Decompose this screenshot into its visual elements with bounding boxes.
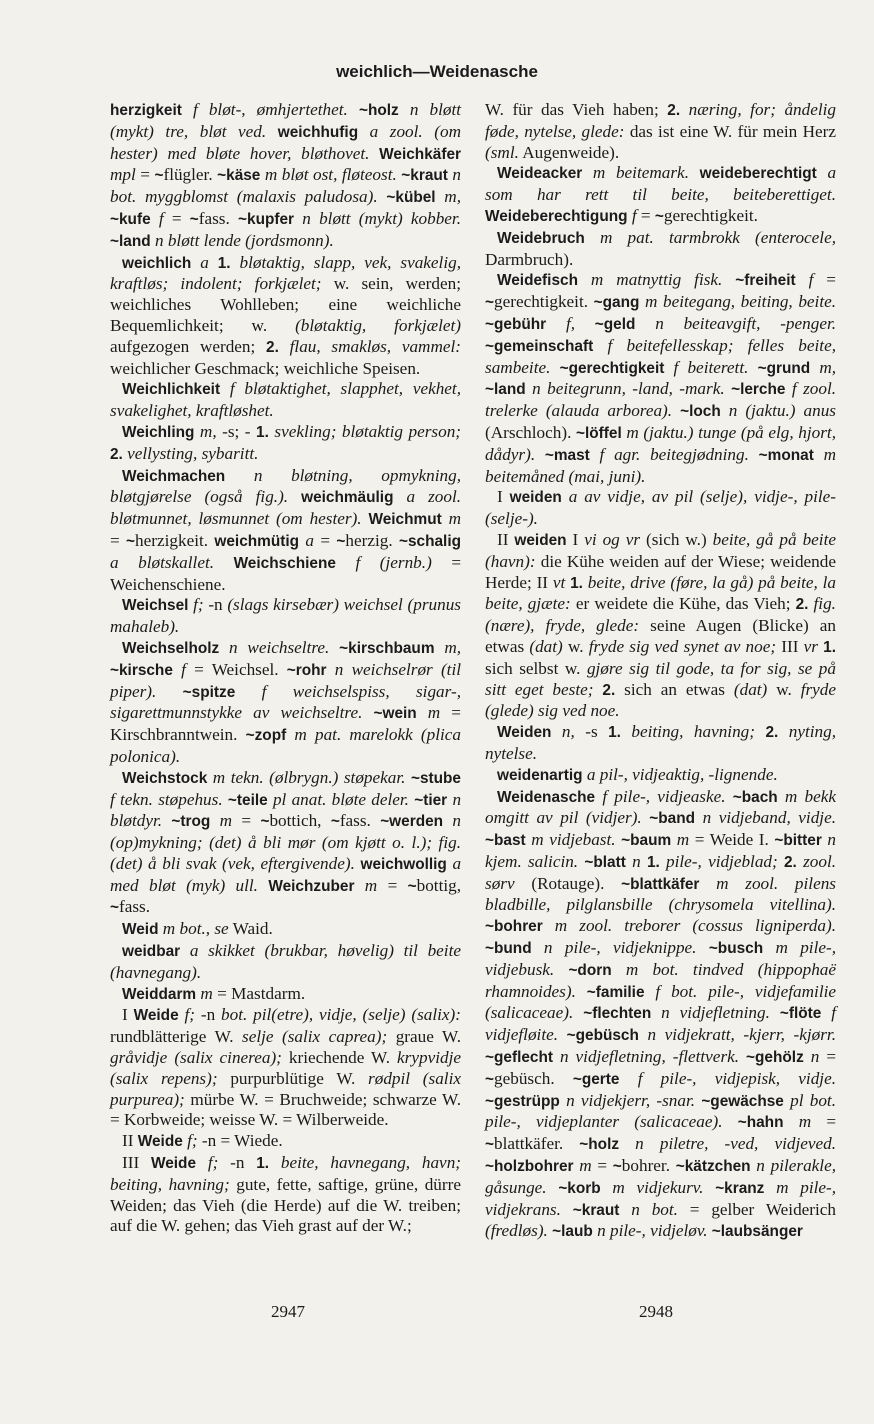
entry-weidebruch: Weidebruch m pat. tarmbrokk (enterocele, Darmbruch).: [485, 227, 837, 269]
entry-weideacker: Weideacker m beitemark. weideberechtigt a som har rett til beite, beiteberettiget. Weideberechtigung f = ~gerechtigkeit.: [485, 163, 837, 225]
entry-weidenasche: Weidenasche f pile-, vidjeaske. ~bach m bekk omgitt av pil (vidjer). ~band n vidjeband, vidje. ~bast m vidjebast. ~baum m = Weide I. ~bitter n kjem. salicin. ~blatt n 1. pile-, vidjeblad; 2. zool. sørv (Rotauge). ~blattkäfer m zool. pilens bladbille, pilglansbille (chrysomela vitellina). ~bohrer m zool. treborer (cossus ligniperda). ~bund n pile-, vidjeknippe. ~busch m pile-, vidjebusk. ~dorn m bot. tindved (hippophaë rhamnoides). ~familie f bot. pile-, vidjefamilie (salicaceae). ~flechten n vidjefletning. ~flöte f vidjefløite. ~gebüsch n vidjekratt, -kjerr, -kjørr. ~geflecht n vidjefletning, -flettverk. ~gehölz n = ~gebüsch. ~gerte f pile-, vidjepisk, vidje. ~gestrüpp n vidjekjerr, -snar. ~gewächse pl bot. pile-, vidjeplanter (salicaceae). ~hahn m = ~blattkäfer. ~holz n piletre, -ved, vidjeved. ~holzbohrer m = ~bohrer. ~kätzchen n pilerakle, gåsunge. ~korb m vidjekurv. ~kranz m pile-, vidjekrans. ~kraut n bot. = gelber Weiderich (fredløs). ~laub n pile-, vidjeløv. ~laubsänger: [485, 786, 837, 1241]
right-column: [485, 100, 836, 1243]
entry-weichling: Weichling m, -s; - 1. svekling; bløtaktig person; 2. vellysting, sybaritt.: [110, 421, 462, 463]
entry-weichstock: Weichstock m tekn. (ølbrygn.) støpekar. ~stube f tekn. støpehus. ~teile pl anat. bløte deler. ~tier n bløtdyr. ~trog m = ~bottich, ~fass. ~werden n (op)mykning; (det) å bli mør (om kjøtt o. l.); fig. (det) å bli svak (vek, eftergivende). weichwollig a med bløt (myk) ull. Weichzuber m = ~bottig, ~fass.: [110, 767, 462, 917]
entry-weide-2: II Weide f; -n = Wiede.: [122, 1131, 283, 1151]
entry-herzigkeit: herzigkeit f bløt-, ømhjertethet. ~holz n bløtt (mykt) tre, bløt ved. weichhufig a zool. (om hester) med bløte hover, bløthovet. Weichkäfer mpl = ~flügler. ~käse m bløt ost, fløteost. ~kraut n bot. myggblomst (malaxis paludosa). ~kübel m, ~kufe f = ~fass. ~kupfer n bløtt (mykt) kobber. ~land n bløtt lende (jordsmonn).: [110, 100, 462, 250]
entry-weichselholz: Weichselholz n weichseltre. ~kirschbaum m, ~kirsche f = Weichsel. ~rohr n weichselrør (til piper). ~spitze f weichselspiss, sigar-, sigarettmunnstykke av weichseltre. ~wein m = Kirschbranntwein. ~zopf m pat. marelokk (plica polonica).: [110, 637, 462, 766]
entry-weidbar: weidbar a skikket (brukbar, høvelig) til beite (havnegang).: [110, 941, 461, 982]
page-number-left: 2947: [271, 1302, 305, 1321]
entry-weidefisch: Weidefisch m matnyttig fisk. ~freiheit f = ~gerechtigkeit. ~gang m beitegang, beiting, beite. ~gebühr f, ~geld n beiteavgift, -penger. ~gemeinschaft f beitefellesskap; felles beite, sambeite. ~gerechtigkeit f beiterett. ~grund m, ~land n beitegrunn, -land, -mark. ~lerche f zool. trelerke (alauda arborea). ~loch n (jaktu.) anus (Arschloch). ~löffel m (jaktu.) tunge (på elg, hjort, dådyr). ~mast f agr. beitegjødning. ~monat m beitemåned (mai, juni).: [485, 270, 837, 486]
entry-weichmachen: Weichmachen n bløtning, opmykning, bløtgjørelse (også fig.). weichmäulig a zool. bløtmunnet, løsmunnet (om hester). Weichmut m = ~herzigkeit. weichmütig a = ~herzig. ~schalig a bløtskallet. Weichschiene f (jernb.) = Weichenschiene.: [110, 465, 462, 594]
entry-weidenartig: weidenartig a pil-, vidjeaktig, -lignende.: [497, 764, 778, 784]
entry-weiden-1: I weiden a av vidje, av pil (selje), vidje-, pile- (selje-).: [485, 487, 837, 529]
page-number-right: 2948: [639, 1302, 673, 1321]
left-column: [110, 100, 461, 1237]
entry-weiden-2: II weiden I vi og vr (sich w.) beite, gå på beite (havn): die Kühe weiden auf der Wiese; weidende Herde; II vt 1. beite, drive (føre, la gå) på beite, la beite, gjæte: er weidete die Kühe, das Vieh; 2. fig. (nære), fryde, glede: seine Augen (Blicke) an etwas (dat) w. fryde sig ved synet av noe; III vr 1. sich selbst w. gjøre sig til gode, ta for sig, se på sitt eget beste; 2. sich an etwas (dat) w. fryde (glede) sig ved noe.: [485, 529, 837, 721]
page-header: weichlich—Weidenasche: [336, 62, 538, 81]
entry-weichlichkeit: Weichlichkeit f bløtaktighet, slapphet, vekhet, svakelighet, kraftløshet.: [110, 379, 461, 421]
entry-weichlich: weichlich a 1. bløtaktig, slapp, vek, svakelig, kraftløs; indolent; forkjælet; w. sein, werden; weichliches Wohlleben; eine weichliche Bequemlichkeit; w. (bløtaktig, forkjælet) aufgezogen werden; 2. flau, smakløs, vammel: weichlicher Geschmack; weichliche Speisen.: [110, 252, 462, 378]
entry-weide-3: III Weide f; -n 1. beite, havnegang, havn; beiting, havning; gute, fette, saftige, grüne, dürre Weiden; das Vieh (die Herde) auf die W. treiben; auf die W. gehen; das Vieh grast auf der W.;: [110, 1153, 462, 1236]
entry-weichsel: Weichsel f; -n (slags kirsebær) weichsel (prunus mahaleb).: [110, 595, 461, 637]
entry-weiden-noun: Weiden n, -s 1. beiting, havning; 2. nyting, nytelse.: [485, 722, 836, 763]
entry-weiddarm: Weiddarm m = Mastdarm.: [122, 983, 306, 1003]
entry-weid: Weid m bot., se Waid.: [122, 919, 273, 939]
entry-weide-1: I Weide f; -n bot. pil(etre), vidje, (selje) (salix): rundblätterige W. selje (salix caprea); graue W. gråvidje (salix cinerea); kriechende W. krypvidje (salix repens); purpurblütige W. rødpil (salix purpurea); mürbe W. = Bruchweide; schwarze W. = Korbweide; weisse W. = Wilberweide.: [110, 1005, 461, 1130]
entry-weide-3-cont: W. für das Vieh haben; 2. næring, for; åndelig føde, nytelse, glede: das ist eine W. für mein Herz (sml. Augenweide).: [485, 100, 837, 162]
